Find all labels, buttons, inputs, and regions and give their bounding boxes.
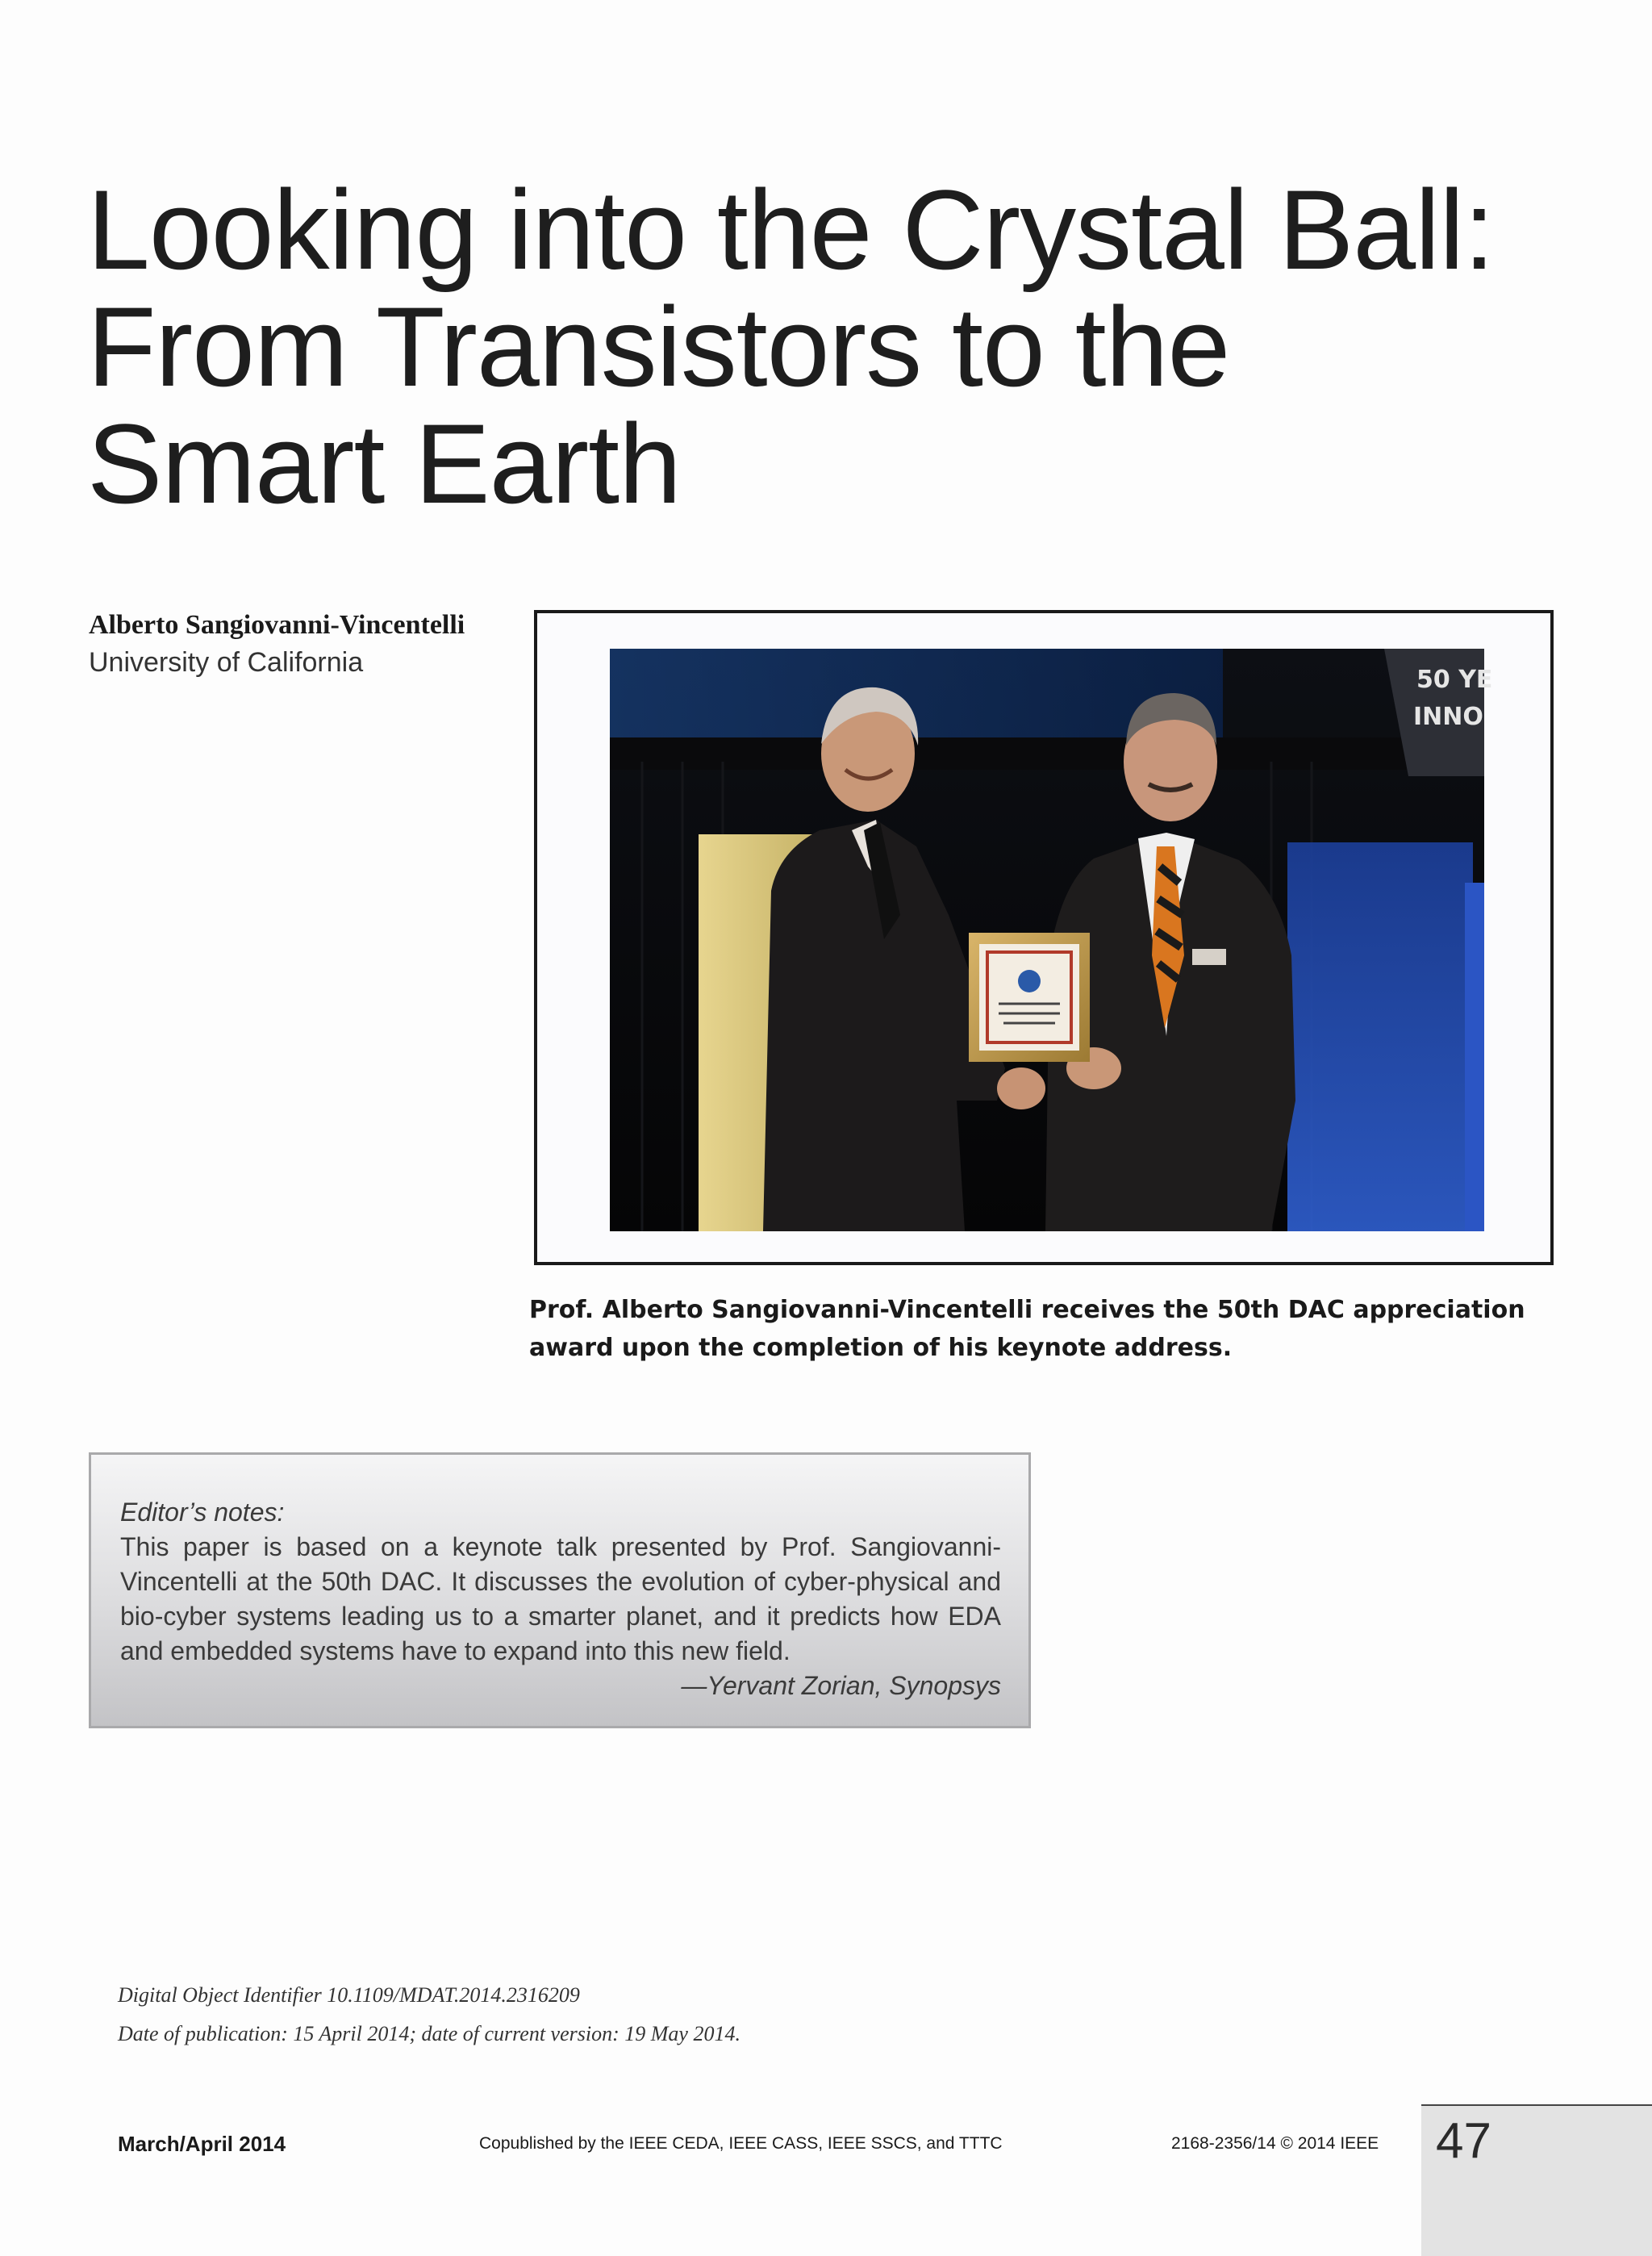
footer-issue: March/April 2014 — [118, 2132, 286, 2156]
author-name: Alberto Sangiovanni-Vincentelli — [89, 610, 465, 640]
editors-notes-body: This paper is based on a keynote talk presented by Prof. Sangiovanni-Vincentelli at the 50th DAC. It discusses the evolution of cyber-physical and bio-cyber systems leading us to a smarter planet, and it predicts how EDA and embedded systems have to expand into this new field. — [120, 1532, 1001, 1665]
author-affiliation: University of California — [89, 647, 364, 678]
title-line-1: Looking into the Crystal Ball: — [87, 166, 1495, 293]
title-line-2: From Transistors to the — [87, 283, 1230, 410]
editors-notes-box — [89, 1452, 1031, 1728]
editors-notes-heading: Editor’s notes: — [120, 1498, 285, 1527]
svg-text:INNO: INNO — [1413, 703, 1483, 731]
title-line-3: Smart Earth — [87, 400, 681, 527]
figure-frame — [534, 610, 1554, 1265]
award-ceremony-photo — [610, 649, 1493, 1231]
award-certificate — [969, 933, 1090, 1062]
figure-caption: Prof. Alberto Sangiovanni-Vincentelli receives the 50th DAC appreciation award upon the completion of his keynote address. — [529, 1296, 1525, 1362]
editors-notes-signature: —Yervant Zorian, Synopsys — [681, 1671, 1001, 1700]
page-number: 47 — [1436, 2113, 1491, 2169]
footer-copublished: Copublished by the IEEE CEDA, IEEE CASS, IEEE SSCS, and TTTC — [479, 2134, 1003, 2153]
svg-text:50 YE: 50 YE — [1416, 666, 1493, 694]
footer-issn: 2168-2356/14 © 2014 IEEE — [1171, 2134, 1379, 2153]
article-title — [87, 166, 1620, 527]
doi-line: Digital Object Identifier 10.1109/MDAT.2014.2316209 — [118, 1983, 580, 2007]
publication-dates: Date of publication: 15 April 2014; date of current version: 19 May 2014. — [118, 2022, 740, 2045]
